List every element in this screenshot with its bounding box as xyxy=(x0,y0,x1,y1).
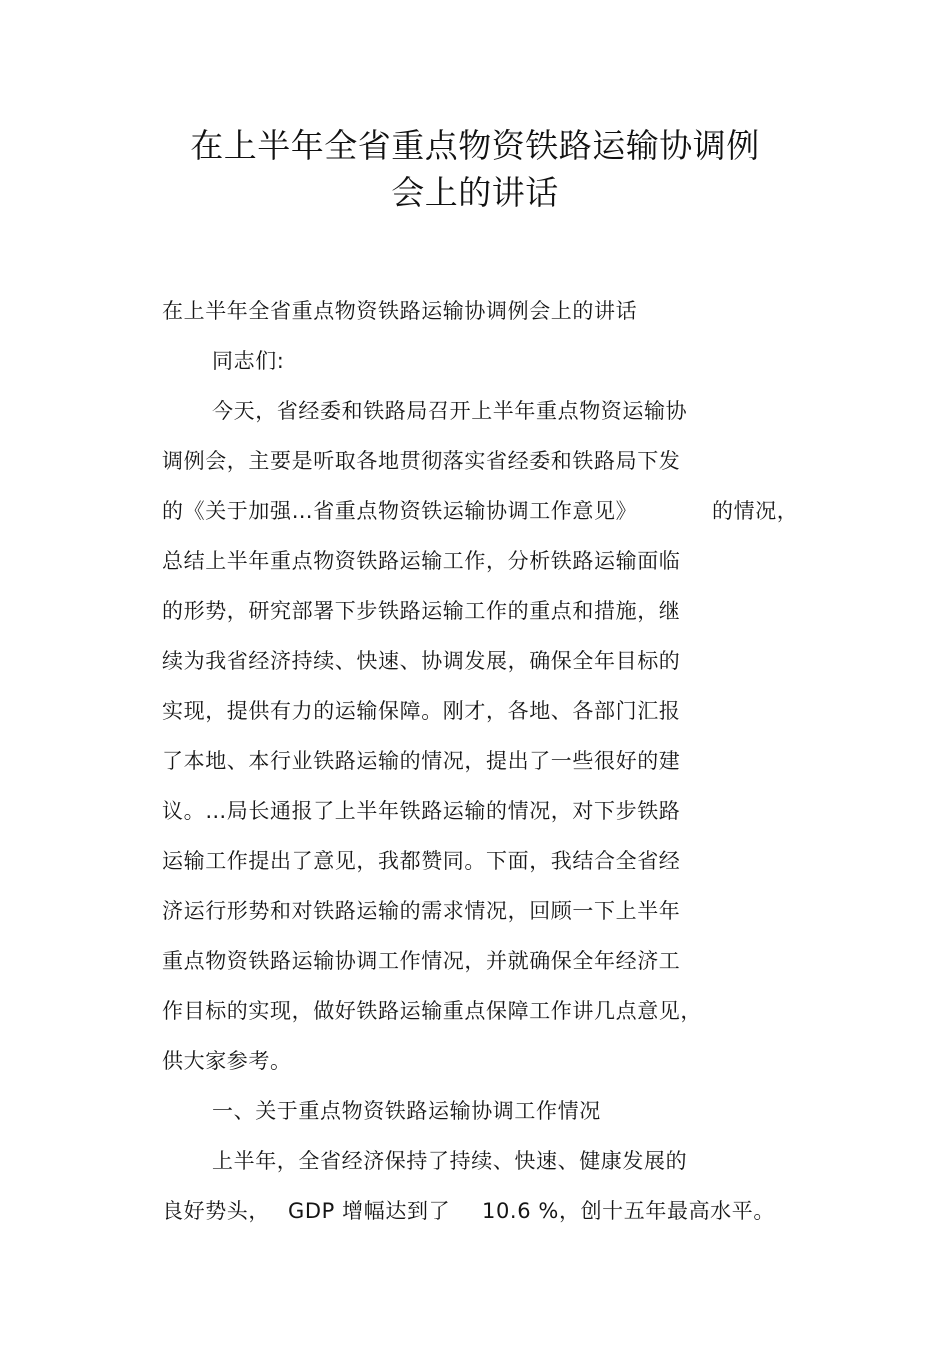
para2-line-2-part3: 10.6 %，创十五年最高水平。 xyxy=(482,1199,775,1223)
para1-line-3-tail: 的情况， xyxy=(712,499,799,523)
para1-line-4: 总结上半年重点物资铁路运输工作，分析铁路运输面临 xyxy=(162,549,681,573)
salutation: 同志们: xyxy=(212,349,285,373)
para1-line-3-main: 的《关于加强…省重点物资铁运输协调工作意见》 xyxy=(162,499,638,523)
para1-line-1: 今天，省经委和铁路局召开上半年重点物资运输协 xyxy=(212,399,688,423)
para1-line-11: 济运行形势和对铁路运输的需求情况，回顾一下上半年 xyxy=(162,899,681,923)
subtitle: 在上半年全省重点物资铁路运输协调例会上的讲话 xyxy=(162,299,638,323)
para1-line-6: 续为我省经济持续、快速、协调发展，确保全年目标的 xyxy=(162,649,681,673)
para1-line-7: 实现，提供有力的运输保障。刚才，各地、各部门汇报 xyxy=(162,699,681,723)
para1-line-12: 重点物资铁路运输协调工作情况，并就确保全年经济工 xyxy=(162,949,681,973)
para1-line-8: 了本地、本行业铁路运输的情况，提出了一些很好的建 xyxy=(162,749,681,773)
section-heading-1: 一、关于重点物资铁路运输协调工作情况 xyxy=(212,1099,601,1123)
para2-line-2-part1: 良好势头， xyxy=(162,1199,270,1223)
para1-line-5: 的形势，研究部署下步铁路运输工作的重点和措施，继 xyxy=(162,599,681,623)
para2-line-1: 上半年，全省经济保持了持续、快速、健康发展的 xyxy=(212,1149,688,1173)
para2-line-2-part2: GDP 增幅达到了 xyxy=(288,1199,451,1223)
para1-line-13: 作目标的实现，做好铁路运输重点保障工作讲几点意见， xyxy=(162,999,702,1023)
para1-line-2: 调例会，主要是听取各地贯彻落实省经委和铁路局下发 xyxy=(162,449,681,473)
title-line-2: 会上的讲话 xyxy=(391,173,559,212)
para1-line-10: 运输工作提出了意见，我都赞同。下面，我结合全省经 xyxy=(162,849,681,873)
title-line-1: 在上半年全省重点物资铁路运输协调例 xyxy=(190,126,760,165)
para1-line-9: 议。…局长通报了上半年铁路运输的情况，对下步铁路 xyxy=(162,799,681,823)
para1-line-14: 供大家参考。 xyxy=(162,1049,292,1073)
